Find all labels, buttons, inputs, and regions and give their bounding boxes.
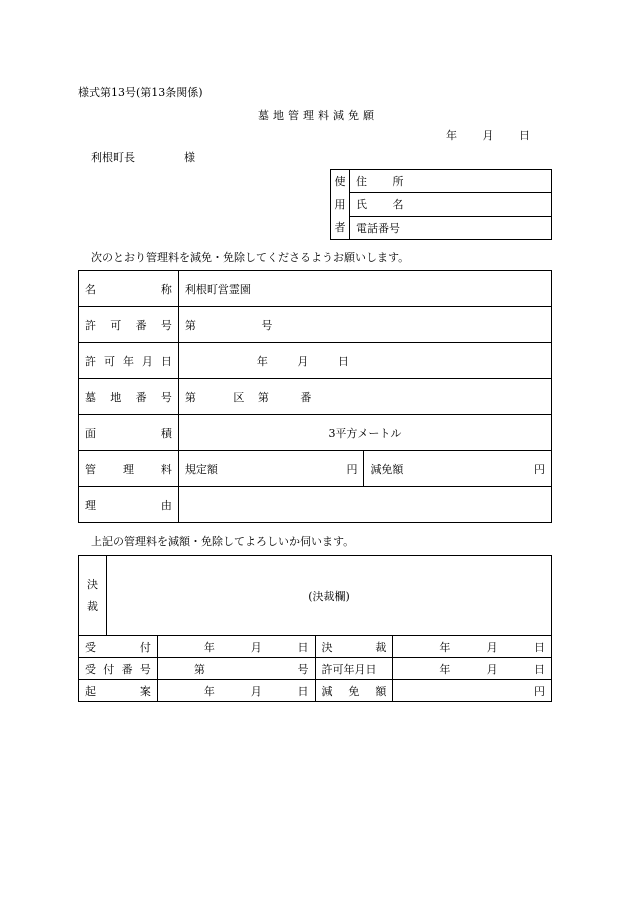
label-char: 番 bbox=[135, 390, 147, 404]
standard-fee-field[interactable] bbox=[178, 451, 364, 487]
date-line bbox=[446, 127, 530, 143]
label-char: 番 bbox=[135, 318, 147, 332]
value-char: 月 bbox=[297, 354, 309, 368]
value-char: 日 bbox=[337, 354, 349, 368]
received-date-field[interactable] bbox=[157, 636, 315, 658]
reduced-fee-label: 減免額 bbox=[370, 462, 404, 476]
date-month: 月 bbox=[482, 129, 494, 142]
receipt-no-field[interactable] bbox=[157, 658, 315, 680]
permit-date-field-2[interactable] bbox=[393, 658, 552, 680]
label-char: 許 bbox=[85, 354, 96, 368]
permit-no-label bbox=[79, 307, 179, 343]
value-char: 第 bbox=[257, 390, 269, 404]
reduction-amount-field[interactable] bbox=[393, 680, 552, 702]
area-value: 3平方メートル bbox=[178, 415, 551, 451]
label-char: 決 bbox=[321, 640, 333, 654]
decision-label bbox=[79, 556, 107, 636]
label-char: 理 bbox=[122, 462, 134, 476]
receipt-no-label bbox=[79, 658, 158, 680]
name-label: 名 bbox=[392, 198, 404, 212]
value-char: 月 bbox=[486, 662, 498, 676]
label-char: 付 bbox=[139, 640, 151, 654]
side-char: 者 bbox=[334, 221, 346, 234]
label-char: 起 bbox=[85, 684, 96, 698]
label-char: 決 bbox=[86, 577, 98, 591]
value-char: 月 bbox=[250, 640, 262, 654]
label-char: 許 bbox=[85, 318, 96, 332]
value-char: 日 bbox=[297, 684, 309, 698]
yen-unit: 円 bbox=[534, 462, 545, 476]
decision-table bbox=[78, 555, 552, 702]
address-label: 住 bbox=[356, 175, 367, 189]
request-text: 次のとおり管理料を減免・免除してくださるようお願いします。 bbox=[91, 251, 410, 264]
label-char: 称 bbox=[160, 282, 172, 296]
label-char: 可 bbox=[110, 318, 122, 332]
label-char: 理 bbox=[85, 498, 96, 512]
label-char: 面 bbox=[85, 426, 96, 440]
permit-date-label bbox=[79, 343, 179, 379]
side-char: 使 bbox=[334, 175, 346, 188]
label-char: 番 bbox=[121, 662, 133, 676]
decided-label bbox=[315, 636, 393, 658]
value-char: 第 bbox=[184, 318, 196, 332]
label-char: 号 bbox=[160, 390, 172, 404]
value-char: 号 bbox=[261, 318, 273, 332]
drafted-date-field[interactable] bbox=[157, 680, 315, 702]
side-char: 用 bbox=[334, 198, 346, 211]
fee-label bbox=[79, 451, 179, 487]
value-char: 月 bbox=[250, 684, 262, 698]
value-char: 第 bbox=[184, 390, 196, 404]
label-char: 名 bbox=[85, 282, 96, 296]
name-field[interactable] bbox=[350, 193, 552, 216]
label-char: 月 bbox=[141, 354, 153, 368]
value-char: 第 bbox=[193, 662, 205, 676]
label-char: 号 bbox=[139, 662, 151, 676]
plot-no-field[interactable] bbox=[178, 379, 551, 415]
drafted-label bbox=[79, 680, 158, 702]
area-label bbox=[79, 415, 179, 451]
label-char: 受 bbox=[85, 640, 96, 654]
value-char: 年 bbox=[439, 662, 451, 676]
label-char: 案 bbox=[139, 684, 151, 698]
value-char: 日 bbox=[297, 640, 309, 654]
label-char: 年 bbox=[122, 354, 134, 368]
permit-no-field[interactable] bbox=[178, 307, 551, 343]
applicant-table bbox=[330, 169, 552, 240]
value-char: 号 bbox=[297, 662, 309, 676]
decided-date-field[interactable] bbox=[393, 636, 552, 658]
label-char: 地 bbox=[110, 390, 122, 404]
yen-unit: 円 bbox=[534, 684, 545, 698]
facility-name-field[interactable]: 利根町営霊園 bbox=[178, 271, 551, 307]
label-char: 由 bbox=[160, 498, 172, 512]
address-field[interactable] bbox=[350, 170, 552, 193]
plot-no-label bbox=[79, 379, 179, 415]
standard-fee-label: 規定額 bbox=[184, 462, 218, 476]
form-title: 墓地管理料減免願 bbox=[258, 109, 378, 122]
reduction-label bbox=[315, 680, 393, 702]
label-char: 可 bbox=[103, 354, 115, 368]
applicant-side-label bbox=[331, 170, 350, 240]
value-char: 番 bbox=[300, 390, 312, 404]
name-row-label bbox=[79, 271, 179, 307]
value-char: 区 bbox=[233, 390, 245, 404]
addressee-name: 利根町長 bbox=[91, 151, 135, 164]
label-char: 管 bbox=[85, 462, 96, 476]
label-char: 減 bbox=[321, 684, 333, 698]
yen-unit: 円 bbox=[346, 462, 358, 476]
label-char: 裁 bbox=[375, 640, 387, 654]
label-char: 墓 bbox=[85, 390, 96, 404]
form-number: 様式第13号(第13条関係) bbox=[78, 86, 203, 99]
received-label bbox=[79, 636, 158, 658]
addressee-honorific: 様 bbox=[184, 151, 195, 164]
label-char: 積 bbox=[160, 426, 172, 440]
main-table bbox=[78, 270, 552, 523]
label-char: 日 bbox=[160, 354, 172, 368]
name-label: 氏 bbox=[356, 198, 367, 212]
phone-label: 電話番号 bbox=[356, 221, 400, 235]
inquiry-text: 上記の管理料を減額・免除してよろしいか伺います。 bbox=[91, 535, 355, 548]
value-char: 年 bbox=[256, 354, 268, 368]
phone-field[interactable] bbox=[350, 216, 552, 239]
label-char: 付 bbox=[103, 662, 115, 676]
label-char: 免 bbox=[348, 684, 360, 698]
label-char: 号 bbox=[160, 318, 172, 332]
address-label: 所 bbox=[392, 175, 404, 189]
value-char: 年 bbox=[203, 640, 215, 654]
value-char: 日 bbox=[533, 640, 545, 654]
reduced-fee-field[interactable] bbox=[364, 451, 552, 487]
label-char: 受 bbox=[85, 662, 96, 676]
label-char: 裁 bbox=[86, 599, 98, 613]
permit-date-label-2: 許可年月日 bbox=[315, 658, 393, 680]
date-year: 年 bbox=[446, 129, 457, 142]
date-day: 日 bbox=[519, 129, 530, 142]
label-char: 料 bbox=[160, 462, 172, 476]
value-char: 月 bbox=[486, 640, 498, 654]
reason-label bbox=[79, 487, 179, 523]
reason-field[interactable] bbox=[178, 487, 551, 523]
value-char: 年 bbox=[203, 684, 215, 698]
decision-field[interactable]: (決裁欄) bbox=[106, 556, 551, 636]
value-char: 日 bbox=[533, 662, 545, 676]
label-char: 額 bbox=[375, 684, 387, 698]
permit-date-field[interactable] bbox=[178, 343, 551, 379]
value-char: 年 bbox=[439, 640, 451, 654]
